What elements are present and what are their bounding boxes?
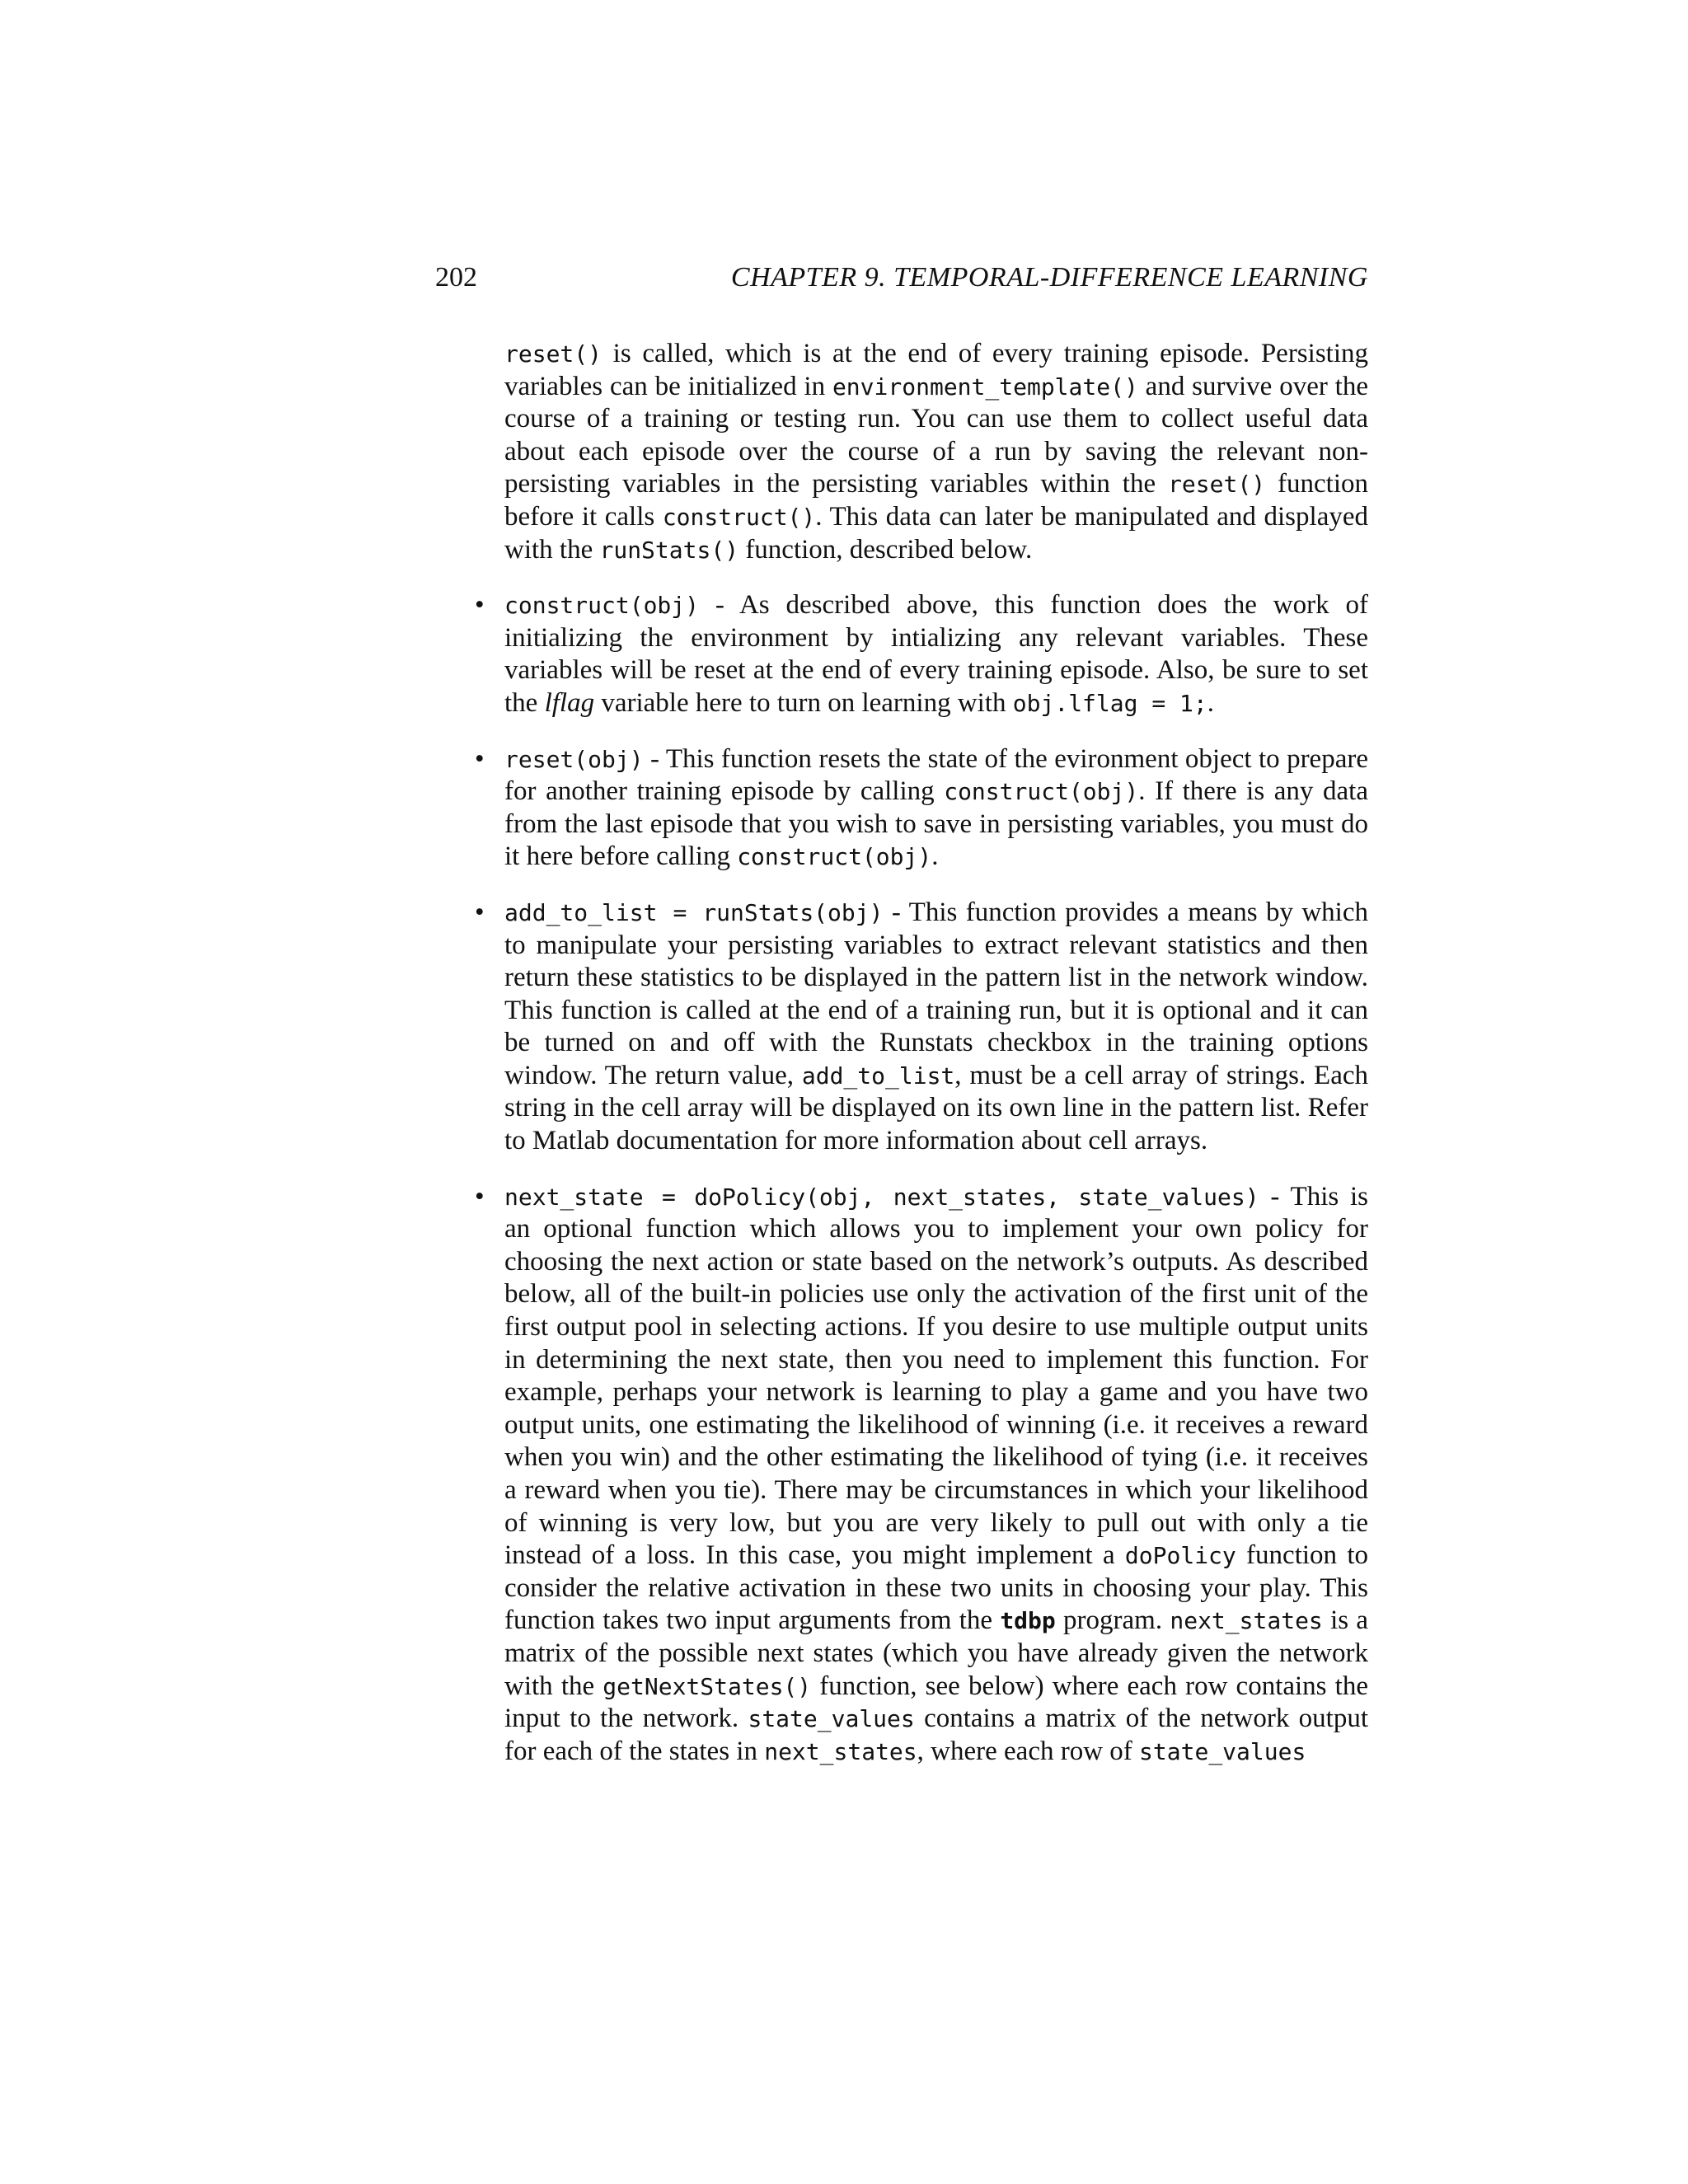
dopolicy-text-2: function to consider the relative activation in these two units in choosing your play. This function takes two input arguments from the xyxy=(504,1540,1368,1636)
code-state-values-2: state_values xyxy=(1139,1737,1306,1765)
running-head: CHAPTER 9. TEMPORAL-DIFFERENCE LEARNING xyxy=(730,262,1368,293)
intro-text-2: and survive over the course of a training or testing run. You can use them to collect useful data about each episode over the course of a run by saving the relevant non-persisting variables in the persisting variables within the xyxy=(504,371,1368,499)
bullet-icon: • xyxy=(475,897,485,927)
code-state-values: state_values xyxy=(748,1705,915,1733)
code-lflag: obj.lflag = 1; xyxy=(1012,689,1207,717)
code-dopolicy-signature: next_state = doPolicy(obj, next_states, state_values) xyxy=(504,1183,1259,1211)
code-construct-signature: construct(obj) xyxy=(504,592,700,620)
code-environment-template: environment_template() xyxy=(832,373,1138,401)
dopolicy-text-5: function, see below) where each row contains the input to the network. xyxy=(504,1671,1368,1734)
runstats-text-1: - This function provides a means by which to manipulate your persisting variables to extract relevant statistics and then return these statistics to be displayed in the pattern list in the network window. This function is called at the end of a training run, but it is optional and it can be turned on and off with the Runstats checkbox in the training options window. The return value, xyxy=(504,897,1368,1090)
code-next-states: next_states xyxy=(1170,1607,1323,1635)
list-item-reset xyxy=(475,743,1368,874)
list-item-construct xyxy=(475,589,1368,719)
code-construct-obj: construct(obj) xyxy=(944,778,1139,806)
bullet-icon: • xyxy=(475,743,485,774)
code-reset-2: reset() xyxy=(1168,471,1266,499)
code-runstats: runStats() xyxy=(599,536,739,564)
runstats-text-2: , must be a cell array of strings. Each string in the cell array will be displayed on its own line in the pattern list. Refer to Matlab documentation for more information about cell arrays. xyxy=(504,1060,1369,1156)
reset-text-1: - This function resets the state of the evironment object to prepare for another training episode by calling xyxy=(504,743,1368,807)
bullet-icon: • xyxy=(475,590,485,621)
code-next-states-2: next_states xyxy=(764,1737,917,1765)
code-reset: reset() xyxy=(504,340,603,368)
code-construct-obj-2: construct(obj) xyxy=(737,843,932,871)
dopolicy-text-1: - This is an optional function which allows you to implement your own policy for choosing the next action or state based on the network’s outputs. As described below, all of the built-in policies use only the activation of the first unit of the first output pool in selecting actions. If you desire to use multiple output units in determining the next state, then you need to implement this function. For example, perhaps your network is learning to play a game and you have two output units, one estimating the likelihood of winning (i.e. it receives a reward when you win) and the other estimating the likelihood of tying (i.e. it receives a reward when you tie). There may be circumstances in which your likelihood of winning is very low, but you are very likely to pull out with only a tie instead of a loss. In this case, you might implement a xyxy=(504,1181,1368,1571)
code-add-to-list: add_to_list xyxy=(801,1062,955,1090)
reset-text-3: . xyxy=(931,841,939,872)
lflag-emphasis: lflag xyxy=(544,687,595,718)
dopolicy-text-6: contains a matrix of the network output for each of the states in xyxy=(504,1704,1368,1766)
code-dopolicy: doPolicy xyxy=(1124,1542,1236,1570)
dopolicy-text-3: program. xyxy=(1055,1605,1170,1636)
code-tdbp: tdbp xyxy=(1000,1607,1056,1635)
code-runstats-signature: add_to_list = runStats(obj) xyxy=(504,898,884,926)
code-reset-signature: reset(obj) xyxy=(504,745,644,773)
intro-text-3: function before it calls xyxy=(504,469,1368,532)
dopolicy-text-4: is a matrix of the possible next states (which you have already given the network with the xyxy=(504,1605,1368,1701)
intro-text-5: function, described below. xyxy=(738,534,1033,565)
list-item-runstats xyxy=(475,897,1369,1158)
construct-text-3: . xyxy=(1207,687,1215,718)
construct-text-1: - As described above, this function does the work of initializing the environment by intializing any relevant variables. These variables will be reset at the end of every training episode. Also, be sure to set the xyxy=(504,590,1368,718)
page-body xyxy=(475,338,1369,1791)
page-header xyxy=(435,262,1368,298)
construct-text-2: variable here to turn on learning with xyxy=(594,687,1013,718)
list-item-dopolicy xyxy=(475,1181,1368,1769)
reset-text-2: . If there is any data from the last episode that you wish to save in persisting variables, you must do it here before calling xyxy=(504,776,1368,872)
bullet-icon: • xyxy=(475,1181,485,1212)
intro-paragraph xyxy=(504,338,1368,566)
dopolicy-text-7: , where each row of xyxy=(917,1736,1140,1766)
function-list xyxy=(475,589,1369,1768)
page-number: 202 xyxy=(435,262,477,293)
code-construct: construct() xyxy=(662,503,816,531)
intro-text-4: . This data can later be manipulated and displayed with the xyxy=(504,501,1368,565)
intro-text-1: is called, which is at the end of every training episode. Persisting variables can be initialized in xyxy=(504,339,1368,401)
code-getnextstates: getNextStates() xyxy=(603,1672,812,1700)
